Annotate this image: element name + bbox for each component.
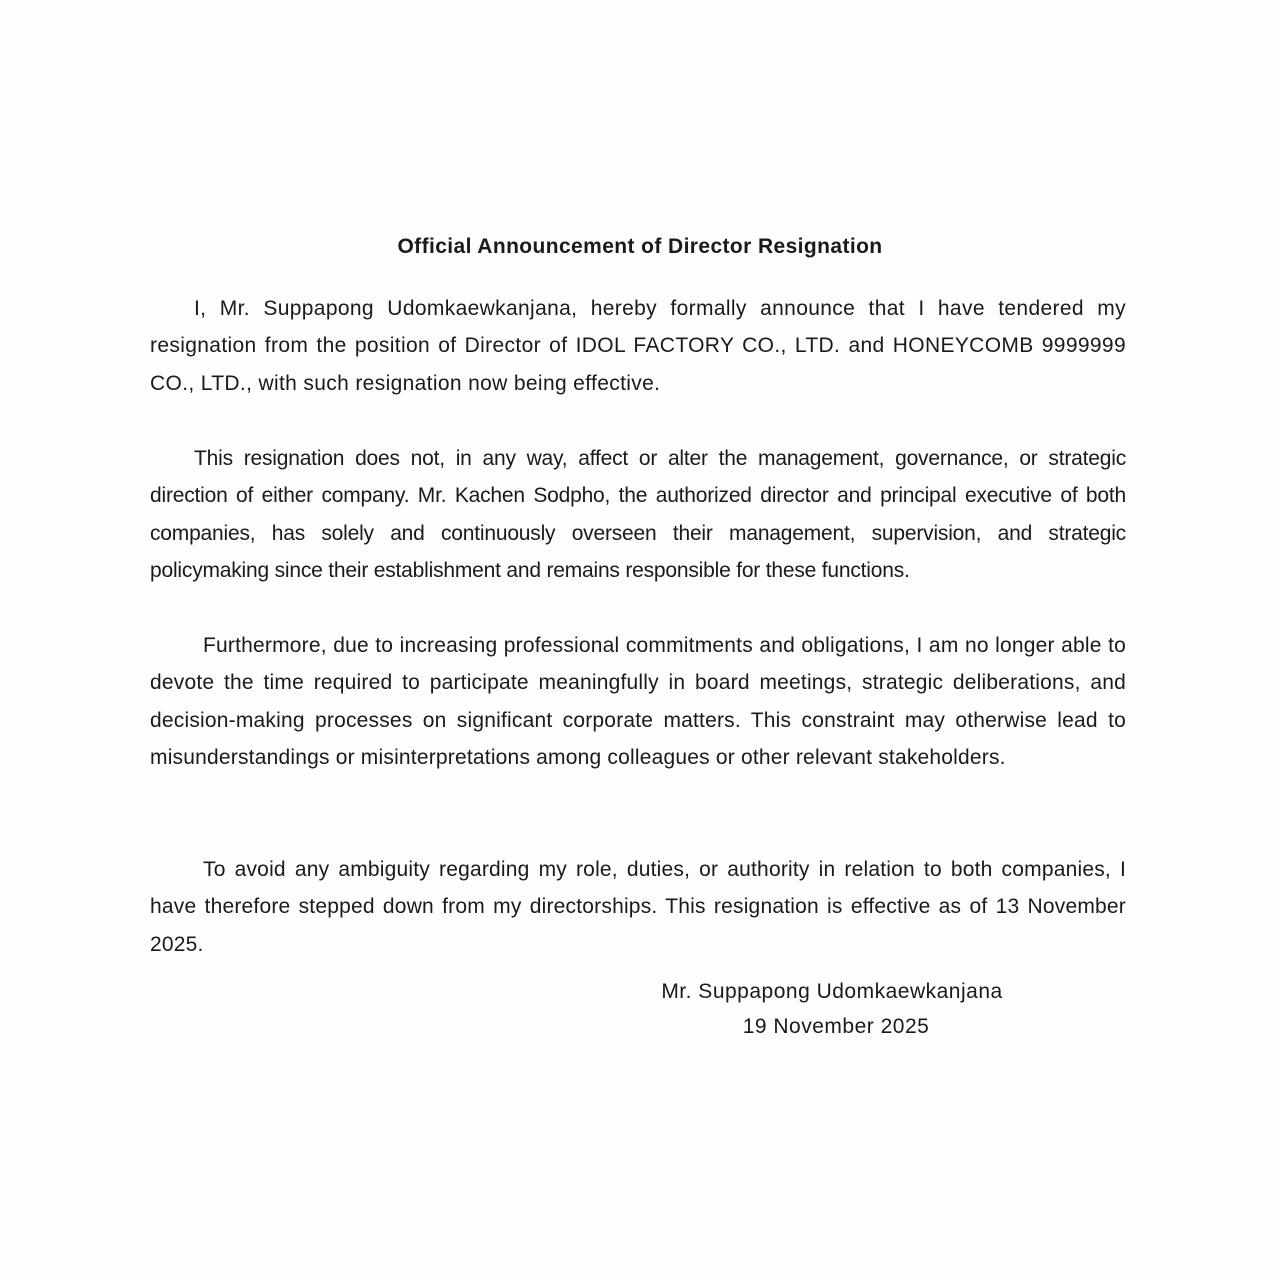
document-title: Official Announcement of Director Resignation xyxy=(397,235,883,258)
paragraph-effective-date: To avoid any ambiguity regarding my role, duties, or authority in relation to both companies, I have therefore stepped down from my directorships. This resignation is effective as of 13 November 2025. xyxy=(150,858,1126,956)
signature-date: 19 November 2025 xyxy=(742,1015,930,1038)
paragraph-resignation-notice: I, Mr. Suppapong Udomkaewkanjana, hereby formally announce that I have tendered my resignation from the position of Director of IDOL FACTORY CO., LTD. and HONEYCOMB 9999999 CO., LTD., with such resignation now being effective. xyxy=(150,297,1126,395)
paragraph-management-unaffected: This resignation does not, in any way, affect or alter the management, governance, or strategic direction of either company. Mr. Kachen Sodpho, the authorized director and principal executive of both companies, has solely and continuously overseen their management, supervision, and strategic policymaking since their establishment and remains responsible for these functions. xyxy=(150,447,1126,583)
paragraph-reasons: Furthermore, due to increasing professional commitments and obligations, I am no longer able to devote the time required to participate meaningfully in board meetings, strategic deliberations, and decision-making processes on significant corporate matters. This constraint may otherwise lead to misunderstandings or misinterpretations among colleagues or other relevant stakeholders. xyxy=(150,634,1126,770)
signatory-name: Mr. Suppapong Udomkaewkanjana xyxy=(661,980,1003,1003)
